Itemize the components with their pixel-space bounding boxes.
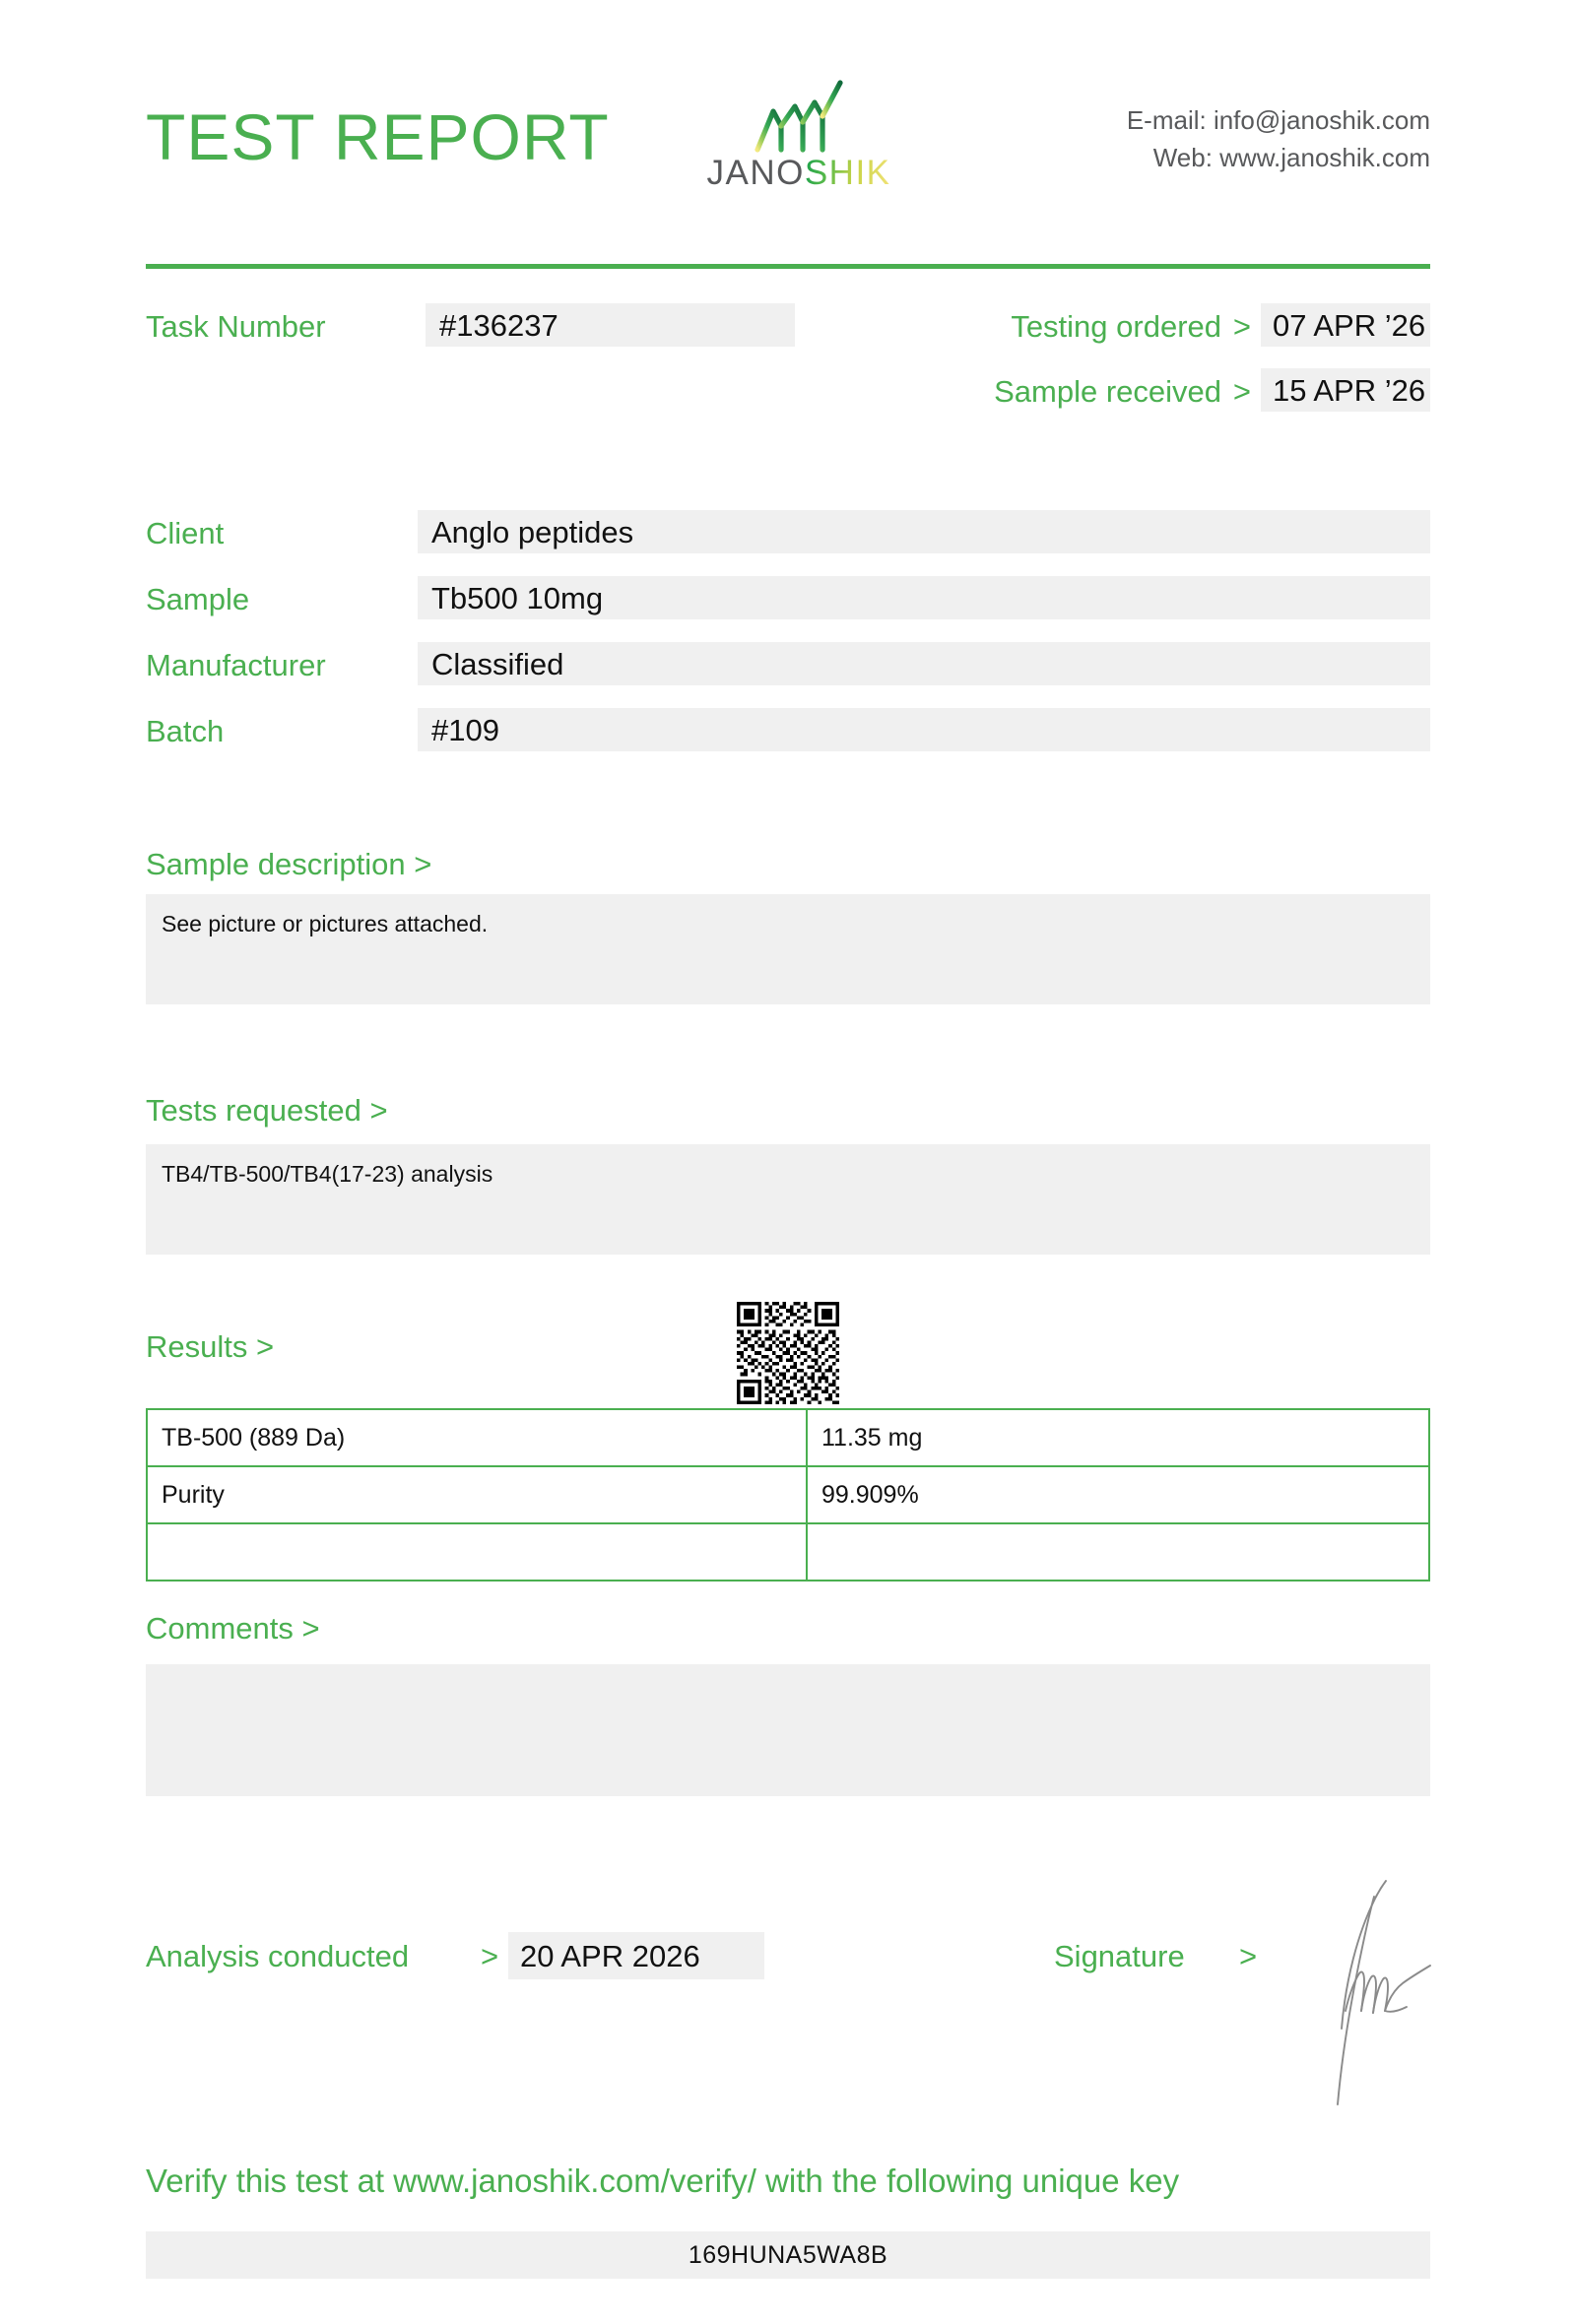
signature-ink: [1280, 1863, 1468, 2109]
batch-value: #109: [418, 708, 1430, 751]
result-value: 11.35 mg: [807, 1409, 1429, 1466]
sample-received-caret: >: [1232, 374, 1251, 409]
sample-received-row: [879, 368, 1430, 412]
verification-qr-code: [737, 1302, 839, 1404]
sample-description-text: See picture or pictures attached.: [146, 894, 1430, 1004]
web-line: Web: www.janoshik.com: [1152, 142, 1430, 172]
table-row: [147, 1523, 1429, 1581]
contact-info: [1127, 102, 1430, 176]
sample-value: Tb500 10mg: [418, 576, 1430, 619]
table-row: [147, 1409, 1429, 1466]
logo-word-gradient: SHIK: [804, 154, 891, 192]
sample-received-value: 15 APR ’26: [1261, 368, 1430, 412]
result-name: TB-500 (889 Da): [147, 1409, 807, 1466]
dates-block: [879, 303, 1430, 433]
verify-instructions: Verify this test at www.janoshik.com/verify/ with the following unique key: [146, 2163, 1180, 2199]
batch-label: Batch: [146, 714, 225, 748]
manufacturer-label: Manufacturer: [146, 648, 326, 682]
page-title: TEST REPORT: [146, 100, 610, 173]
janoshik-logo: [686, 77, 912, 190]
signature-block: [1054, 1932, 1448, 2178]
comments-heading: Comments >: [146, 1611, 320, 1646]
sample-received-label: Sample received: [994, 374, 1221, 409]
mountain-chart-logo-icon: [752, 77, 846, 154]
task-and-dates-row: [146, 303, 1430, 409]
sample-description-heading: Sample description >: [146, 847, 432, 881]
table-row: [147, 1466, 1429, 1523]
testing-ordered-caret: >: [1232, 309, 1251, 344]
testing-ordered-label: Testing ordered: [1011, 309, 1221, 344]
comments-text: [146, 1664, 1430, 1796]
results-heading: Results >: [146, 1329, 275, 1364]
logo-wordmark: [686, 156, 912, 190]
report-header: [146, 95, 1430, 213]
tests-requested-heading: Tests requested >: [146, 1093, 388, 1128]
client-info-block: [146, 510, 1430, 774]
analysis-conducted-caret: >: [481, 1939, 499, 1973]
results-table: [146, 1408, 1430, 1582]
tests-requested-text: TB4/TB-500/TB4(17-23) analysis: [146, 1144, 1430, 1255]
task-number-value: #136237: [426, 303, 795, 347]
email-line: E-mail: info@janoshik.com: [1126, 105, 1430, 135]
result-value: 99.909%: [807, 1466, 1429, 1523]
qr-code-icon: [737, 1302, 839, 1404]
signature-caret: >: [1239, 1939, 1258, 1973]
testing-ordered-value: 07 APR ’26: [1261, 303, 1430, 347]
logo-word-dark: JANO: [706, 154, 805, 192]
info-row-batch: [146, 708, 1430, 751]
info-row-client: [146, 510, 1430, 553]
task-number-label: Task Number: [146, 309, 326, 344]
info-row-manufacturer: [146, 642, 1430, 685]
result-value: [807, 1523, 1429, 1581]
client-value: Anglo peptides: [418, 510, 1430, 553]
unique-key-value: 169HUNA5WA8B: [146, 2231, 1430, 2279]
testing-ordered-row: [879, 303, 1430, 347]
analysis-conducted-value: 20 APR 2026: [508, 1932, 764, 1979]
info-row-sample: [146, 576, 1430, 619]
sample-label: Sample: [146, 582, 250, 616]
analysis-conducted-block: [146, 1932, 835, 1979]
result-name: [147, 1523, 807, 1581]
client-label: Client: [146, 516, 225, 550]
manufacturer-value: Classified: [418, 642, 1430, 685]
analysis-conducted-label: Analysis conducted: [146, 1939, 410, 1973]
result-name: Purity: [147, 1466, 807, 1523]
signature-label: Signature: [1054, 1939, 1185, 1973]
header-divider: [146, 264, 1430, 269]
